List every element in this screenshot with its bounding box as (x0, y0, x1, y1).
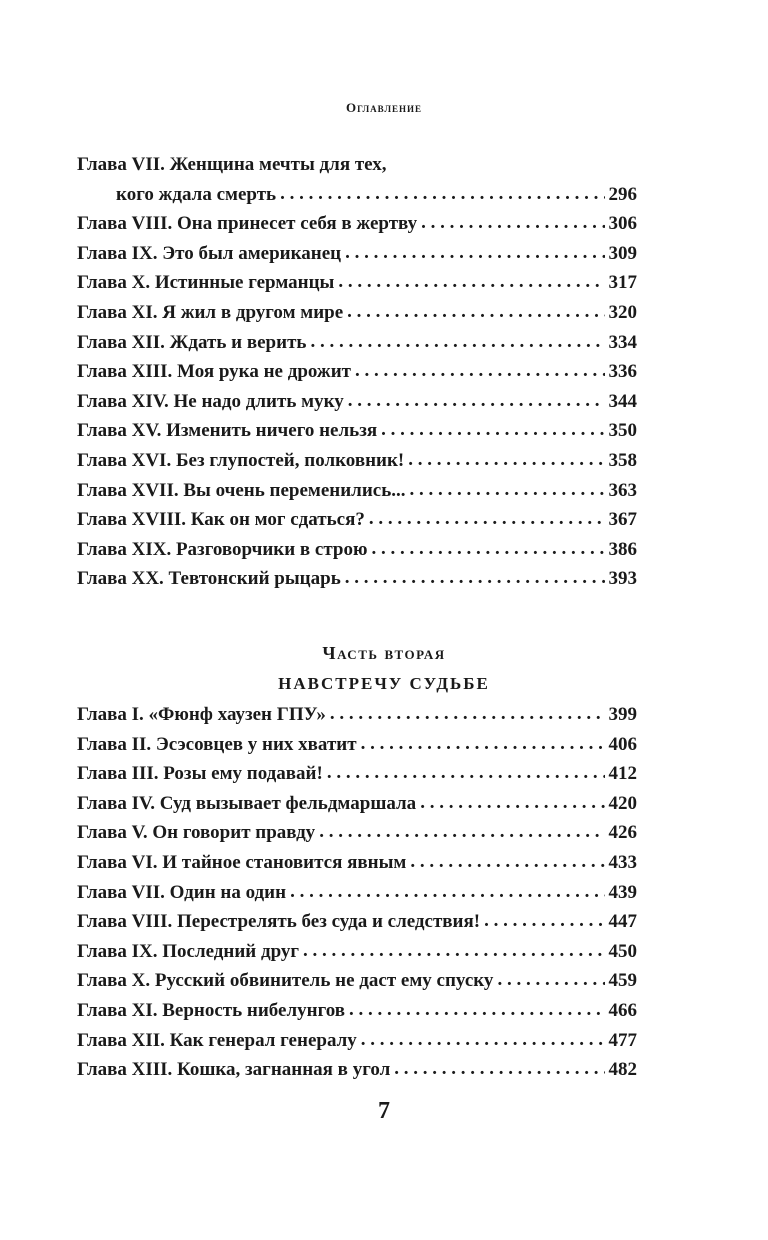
toc-entry (77, 1026, 637, 1056)
toc-entry-title: Глава XX. Тевтонский рыцарь (77, 568, 341, 590)
toc-entry (77, 818, 637, 848)
toc-entry-title: Глава IX. Последний друг (77, 940, 300, 962)
toc-entry-page: 320 (608, 301, 637, 323)
toc-leader-dots (408, 445, 604, 475)
toc-leader-dots (338, 267, 604, 297)
toc-entry-page: 334 (608, 331, 637, 353)
toc-leader-dots (345, 563, 605, 593)
toc-leader-dots (303, 936, 604, 966)
toc-entry-page: 412 (608, 763, 637, 785)
toc-entry-title: Глава XVI. Без глупостей, полковник! (77, 449, 405, 471)
toc-entry-page: 350 (608, 420, 637, 442)
toc-section-2 (77, 700, 637, 1085)
toc-entry (77, 700, 637, 730)
toc-entry-title: Глава XIX. Разговорчики в строю (77, 538, 368, 560)
toc-entry (77, 966, 637, 996)
toc-entry (77, 937, 637, 967)
toc-entry-page: 344 (608, 390, 637, 412)
toc-entry (77, 505, 637, 535)
toc-entry-page: 459 (608, 970, 637, 992)
toc-leader-dots (310, 327, 604, 357)
toc-entry-title: Глава VIII. Она принесет себя в жертву (77, 213, 418, 235)
toc-entry (77, 357, 637, 387)
toc-entry (77, 476, 637, 506)
toc-leader-dots (349, 995, 604, 1025)
toc-entry-page: 363 (608, 479, 637, 501)
toc-leader-dots (372, 534, 605, 564)
toc-entry-page: 477 (608, 1029, 637, 1051)
toc-entry-title: Глава VII. Один на один (77, 881, 287, 903)
toc-leader-dots (327, 758, 605, 788)
toc-entry (77, 759, 637, 789)
toc-entry-page: 358 (608, 449, 637, 471)
toc-leader-dots (484, 906, 604, 936)
toc-leader-dots (361, 1025, 605, 1055)
toc-entry (77, 328, 637, 358)
toc-leader-dots (355, 356, 605, 386)
toc-entry-title: Глава I. «Фюнф хаузен ГПУ» (77, 704, 326, 725)
toc-entry-title: Глава VI. И тайное становится явным (77, 851, 407, 873)
toc-entry-page: 309 (608, 242, 637, 264)
toc-leader-dots (410, 847, 604, 877)
toc-leader-dots (381, 415, 604, 445)
toc-entry (77, 180, 637, 210)
toc-entry-title: Глава IX. Это был американец (77, 242, 342, 264)
toc-entry (77, 1055, 637, 1085)
toc-entry (77, 878, 637, 908)
toc-entry-title: Глава XI. Я жил в другом мире (77, 301, 344, 323)
toc-entry (77, 239, 637, 269)
toc-leader-dots (420, 788, 604, 818)
toc-entry-page: 399 (608, 704, 637, 725)
toc-leader-dots (361, 729, 605, 759)
toc-entry-title: Глава XV. Изменить ничего нельзя (77, 420, 378, 442)
toc-entry-page: 386 (608, 538, 637, 560)
toc-header: Оглавление (345, 100, 423, 115)
toc-entry-page: 317 (608, 272, 637, 294)
toc-entry (77, 564, 637, 594)
toc-entry (77, 535, 637, 565)
toc-entry-title: Глава XVII. Вы очень переменились... (77, 479, 406, 501)
toc-leader-dots (421, 208, 604, 238)
part-label: Часть вторая (322, 643, 446, 663)
toc-leader-dots (348, 386, 605, 416)
toc-entry-title: Глава XVIII. Как он мог сдаться? (77, 509, 365, 531)
toc-entry (77, 209, 637, 239)
toc-entry-title: Глава XIV. Не надо длить муку (77, 390, 344, 412)
toc-leader-dots (347, 297, 604, 327)
toc-entry-title: Глава XI. Верность нибелунгов (77, 999, 346, 1021)
toc-entry-page: 433 (608, 851, 637, 873)
toc-entry-page: 336 (608, 361, 637, 383)
toc-entry (77, 150, 637, 180)
toc-entry-page: 439 (608, 881, 637, 903)
toc-entry-page: 466 (608, 999, 637, 1021)
toc-leader-dots (497, 965, 604, 995)
toc-entry (77, 907, 637, 937)
toc-entry-title: Глава II. Эсэсовцев у них хватит (77, 733, 357, 755)
toc-entry (77, 996, 637, 1026)
toc-entry (77, 387, 637, 417)
part-title: НАВСТРЕЧУ СУДЬБЕ (278, 674, 490, 693)
toc-entry (77, 789, 637, 819)
toc-entry-page: 426 (608, 822, 637, 844)
toc-entry-page: 420 (608, 792, 637, 814)
toc-leader-dots (319, 817, 604, 847)
toc-entry-title: Глава XII. Как генерал генералу (77, 1029, 357, 1051)
toc-entry-page: 296 (608, 183, 637, 205)
toc-section-1 (77, 150, 637, 594)
toc-leader-dots (290, 877, 604, 907)
toc-leader-dots (330, 699, 605, 729)
toc-leader-dots (345, 238, 604, 268)
toc-entry-page: 393 (608, 568, 637, 590)
toc-leader-dots (410, 475, 605, 505)
toc-entry-page: 406 (608, 733, 637, 755)
toc-entry (77, 268, 637, 298)
toc-entry-title: Глава V. Он говорит правду (77, 822, 316, 844)
toc-entry (77, 848, 637, 878)
toc-leader-dots (280, 179, 604, 209)
toc-leader-dots (369, 504, 605, 534)
toc-entry (77, 416, 637, 446)
toc-entry-title: Глава III. Розы ему подавай! (77, 763, 323, 785)
toc-entry (77, 446, 637, 476)
toc-entry-title: Глава VII. Женщина мечты для тех, (77, 154, 387, 175)
toc-entry (77, 730, 637, 760)
toc-entry (77, 298, 637, 328)
toc-entry-page: 447 (608, 911, 637, 933)
toc-entry-title: кого ждала смерть (116, 183, 277, 205)
toc-entry-page: 482 (608, 1059, 637, 1081)
toc-entry-page: 367 (608, 509, 637, 531)
toc-entry-page: 306 (608, 213, 637, 235)
toc-entry-title: Глава VIII. Перестрелять без суда и следствия! (77, 911, 481, 933)
page-number: 7 (378, 1098, 390, 1124)
toc-entry-title: Глава XIII. Моя рука не дрожит (77, 361, 351, 383)
toc-entry-title: Глава XII. Ждать и верить (77, 331, 307, 353)
toc-entry-page: 450 (608, 940, 637, 962)
toc-entry-title: Глава X. Русский обвинитель не даст ему спуску (77, 970, 494, 992)
toc-leader-dots (394, 1054, 604, 1084)
toc-entry-title: Глава IV. Суд вызывает фельдмаршала (77, 792, 417, 814)
toc-entry-title: Глава XIII. Кошка, загнанная в угол (77, 1059, 391, 1081)
toc-entry-title: Глава X. Истинные германцы (77, 272, 335, 294)
